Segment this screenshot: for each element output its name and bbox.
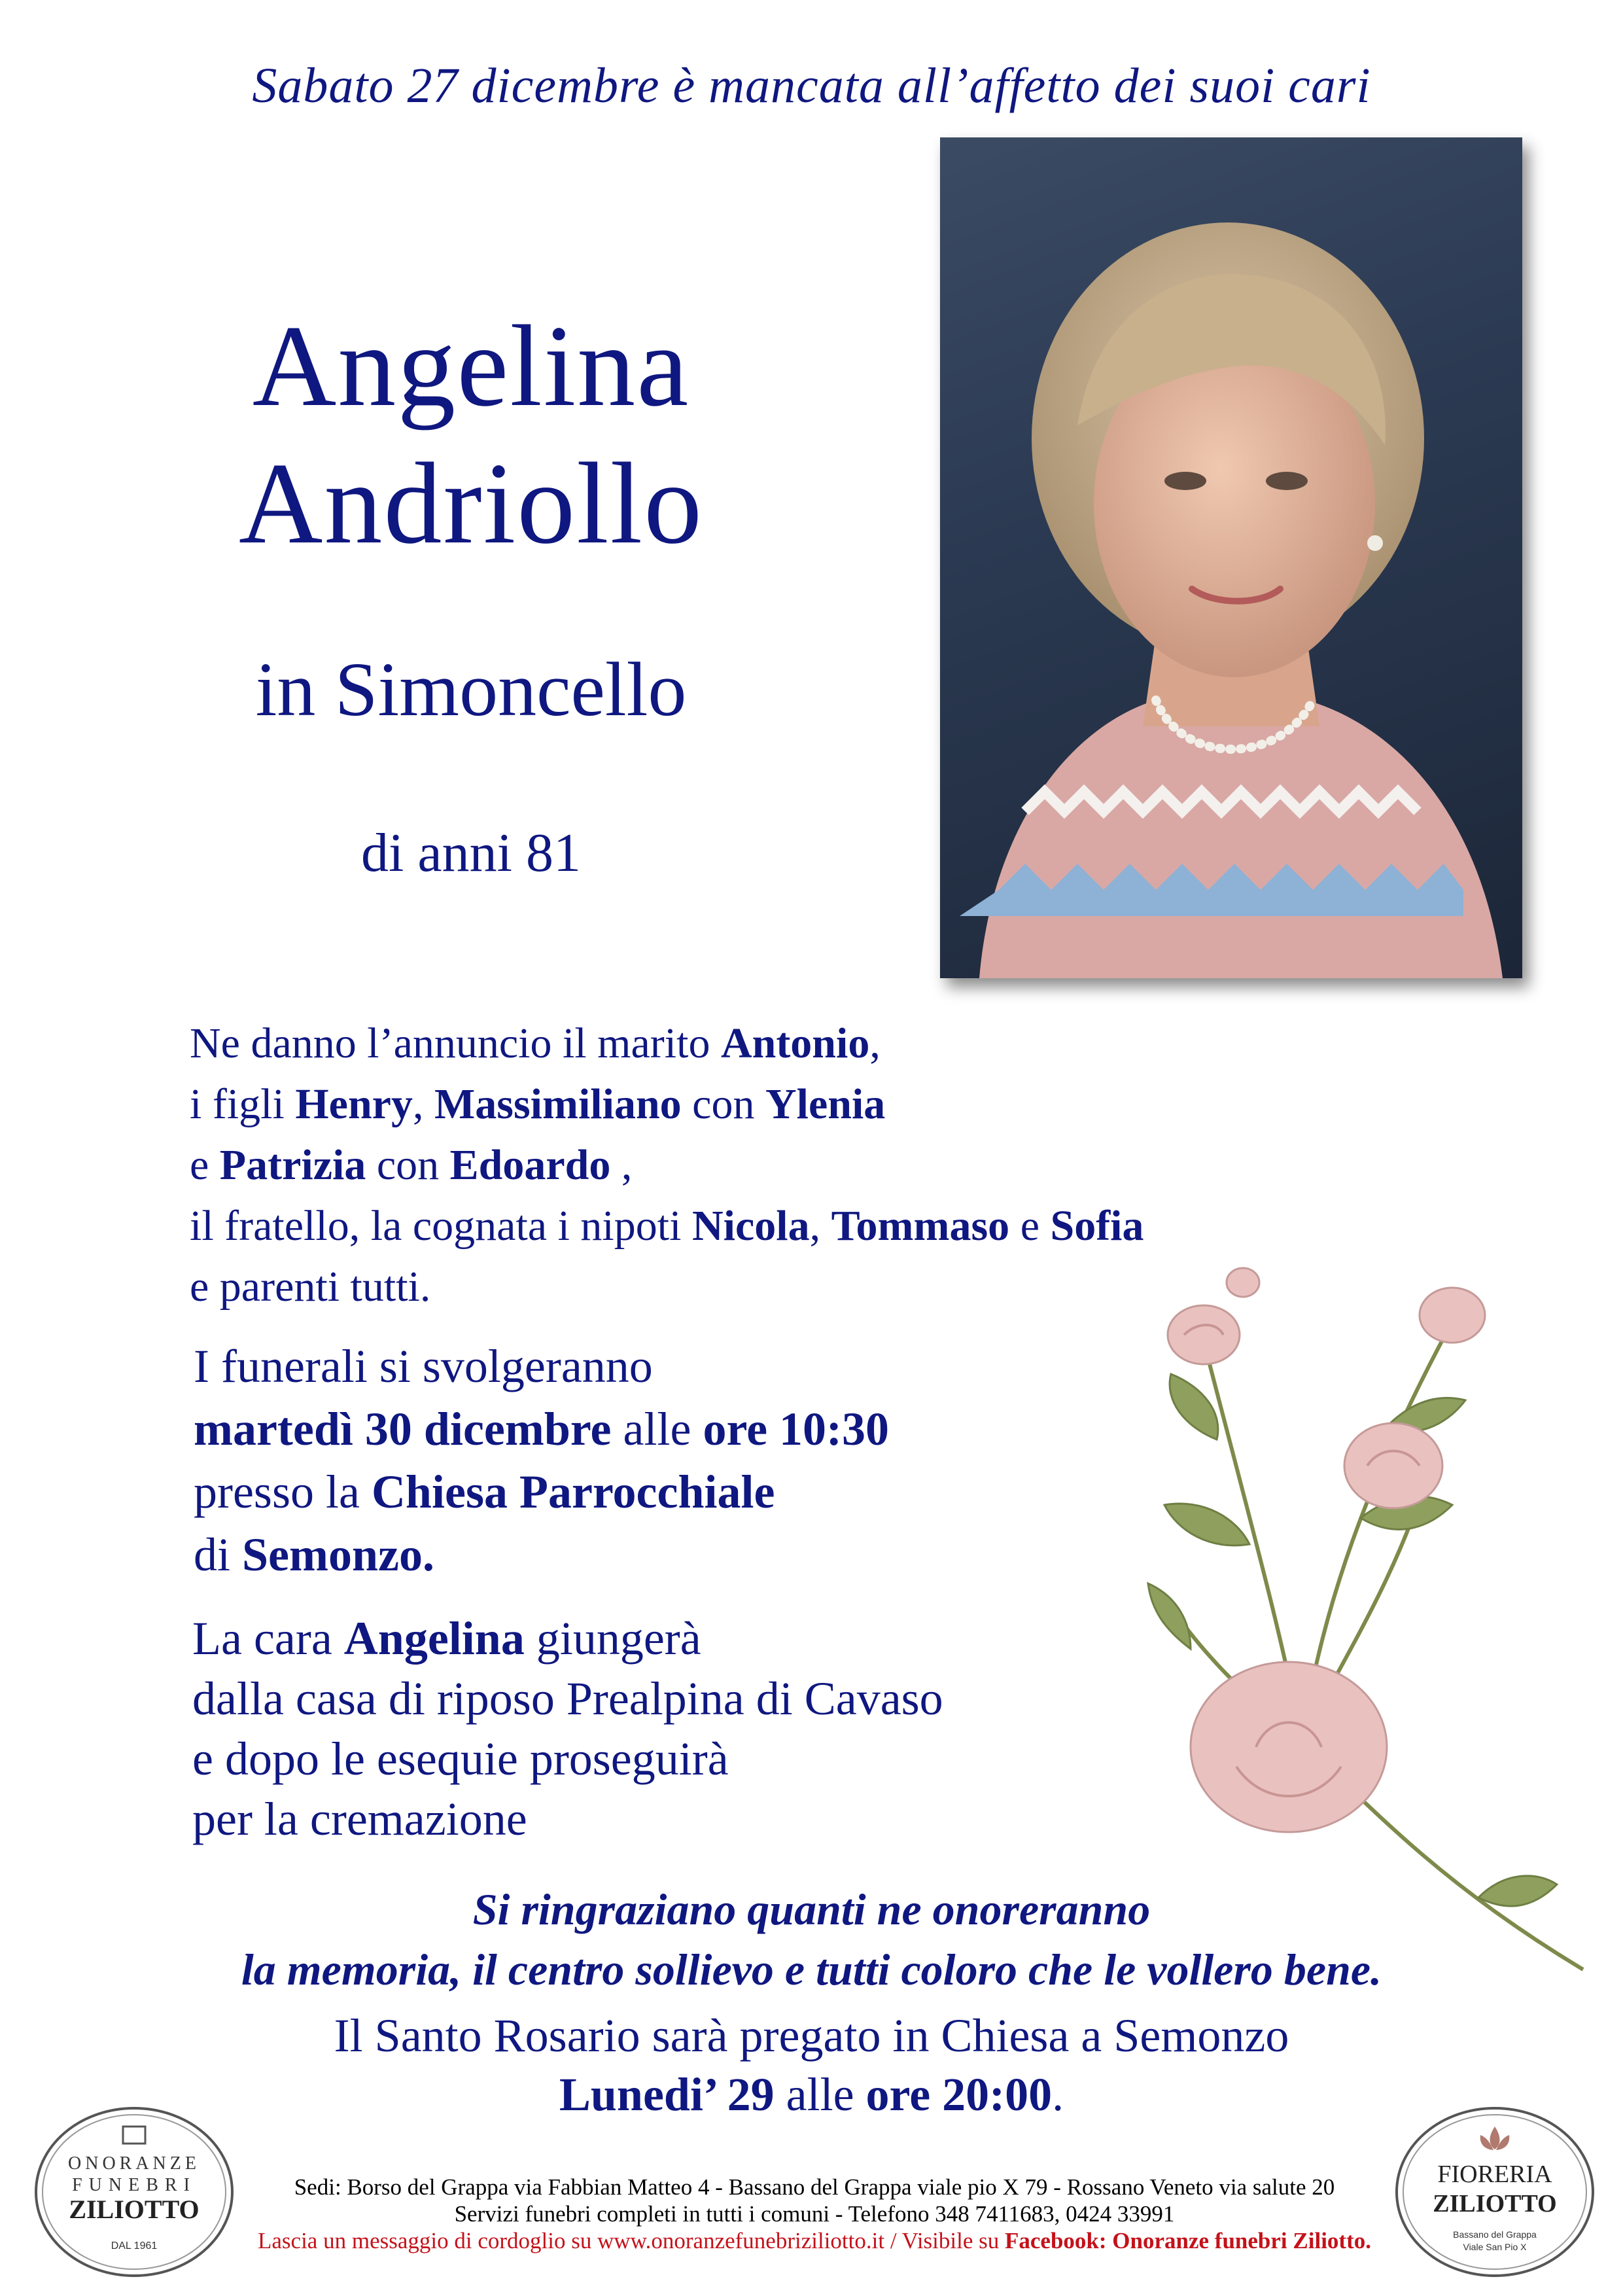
portrait-photo — [940, 137, 1522, 978]
arrival-line-2: dalla casa di riposo Prealpina di Cavaso — [192, 1672, 943, 1725]
text: di — [194, 1528, 243, 1581]
funeral-location: Semonzo. — [242, 1528, 434, 1581]
rosary-notice — [0, 2006, 1623, 2124]
family-line-3 — [190, 1135, 1433, 1195]
logo-text: DAL 1961 — [111, 2240, 158, 2252]
funeral-line-4 — [194, 1523, 1175, 1586]
deceased-name-mention: Angelina — [343, 1612, 525, 1665]
funeral-date: martedì 30 dicembre — [194, 1403, 612, 1455]
footer-phone: Servizi funebri completi in tutti i comuni - Telefono 348 7411683, 0424 33991 — [454, 2201, 1175, 2227]
arrival-line-4: per la cremazione — [192, 1793, 527, 1845]
text: , — [412, 1080, 434, 1128]
thanks-line-1: Si ringraziano quanti ne onoreranno — [472, 1884, 1151, 1934]
funeral-time: ore 10:30 — [703, 1403, 890, 1455]
deceased-first-name: Angelina — [252, 301, 690, 431]
rosary-line-1: Il Santo Rosario sarà pregato in Chiesa a Semonzo — [334, 2009, 1289, 2062]
text: con — [681, 1080, 765, 1128]
footer-contact — [216, 2174, 1413, 2254]
logo-text: FUNEBRI — [72, 2175, 196, 2195]
name-relative: Edoardo — [449, 1141, 611, 1189]
funeral-line-2 — [194, 1398, 1175, 1460]
text: il fratello, la cognata i nipoti — [190, 1202, 692, 1250]
text: , — [869, 1019, 881, 1067]
roses-illustration — [1086, 1243, 1609, 1976]
funeral-church: Chiesa Parrocchiale — [371, 1466, 775, 1518]
logo-text: ONORANZE — [68, 2153, 200, 2174]
funeral-line-1: I funerali si svolgeranno — [194, 1340, 653, 1392]
thanks-message — [0, 1879, 1623, 2000]
logo-text: FIORERIA — [1437, 2161, 1552, 2188]
family-line-1 — [190, 1013, 1433, 1074]
text: , — [610, 1141, 633, 1189]
footer-locations: Sedi: Borso del Grappa via Fabbian Matteo 4 - Bassano del Grappa viale pio X 79 - Rossano Veneto via salute 20 — [294, 2174, 1335, 2200]
name-relative: Ylenia — [765, 1080, 886, 1128]
logo-text: Bassano del Grappa — [1453, 2229, 1537, 2240]
name-child: Henry — [295, 1080, 413, 1128]
name-grandchild: Tommaso — [831, 1202, 1010, 1250]
funeral-home-logo — [31, 2104, 237, 2280]
funeral-line-3 — [194, 1460, 1175, 1523]
name-husband: Antonio — [720, 1019, 870, 1067]
family-line-5: e parenti tutti. — [190, 1263, 431, 1311]
deceased-last-name: Andriollo — [238, 438, 704, 568]
flower-shop-logo — [1392, 2104, 1597, 2280]
text: alle — [611, 1403, 703, 1455]
footer-message — [216, 2227, 1413, 2254]
family-line-2 — [190, 1074, 1433, 1135]
thanks-line-2: la memoria, il centro sollievo e tutti coloro che le vollero bene. — [241, 1945, 1382, 1994]
text: Ne danno l’annuncio il marito — [190, 1019, 721, 1067]
text: e — [190, 1141, 220, 1189]
announcement-headline: Sabato 27 dicembre è mancata all’affetto dei suoi cari — [252, 58, 1371, 113]
logo-text: ZILIOTTO — [69, 2195, 200, 2224]
deceased-married-name: in Simoncello — [255, 646, 687, 732]
name-grandchild: Sofia — [1050, 1202, 1144, 1250]
text: La cara — [192, 1612, 344, 1665]
portrait-illustration — [940, 137, 1522, 978]
funeral-details — [194, 1335, 1175, 1586]
arrival-line-1 — [192, 1608, 1174, 1669]
arrival-details — [192, 1608, 1174, 1849]
rosary-date: Lunedi’ 29 — [559, 2068, 775, 2121]
text: Lascia un messaggio di cordoglio su www.onoranzefunebriziliotto.it / Visibile su — [258, 2228, 1005, 2253]
facebook-link[interactable]: Facebook: Onoranze funebri Ziliotto. — [1005, 2228, 1371, 2253]
name-child: Patrizia — [219, 1141, 366, 1189]
text: con — [366, 1141, 450, 1189]
logo-text: Viale San Pio X — [1463, 2242, 1527, 2252]
text: , — [809, 1202, 831, 1250]
text: presso la — [194, 1466, 372, 1518]
rosary-line-2 — [0, 2065, 1623, 2124]
name-child: Massimiliano — [434, 1080, 682, 1128]
text: i figli — [190, 1080, 296, 1128]
logo-text: ZILIOTTO — [1433, 2190, 1557, 2217]
name-grandchild: Nicola — [691, 1202, 810, 1250]
deceased-age: di anni 81 — [361, 822, 581, 883]
arrival-line-3: e dopo le esequie proseguirà — [192, 1733, 729, 1785]
text: giungerà — [524, 1612, 701, 1665]
text: alle — [774, 2068, 866, 2121]
rose-bouquet-icon — [1086, 1243, 1609, 1976]
rosary-time: ore 20:00 — [865, 2068, 1053, 2121]
text: e — [1009, 1202, 1051, 1250]
text: . — [1052, 2068, 1064, 2121]
